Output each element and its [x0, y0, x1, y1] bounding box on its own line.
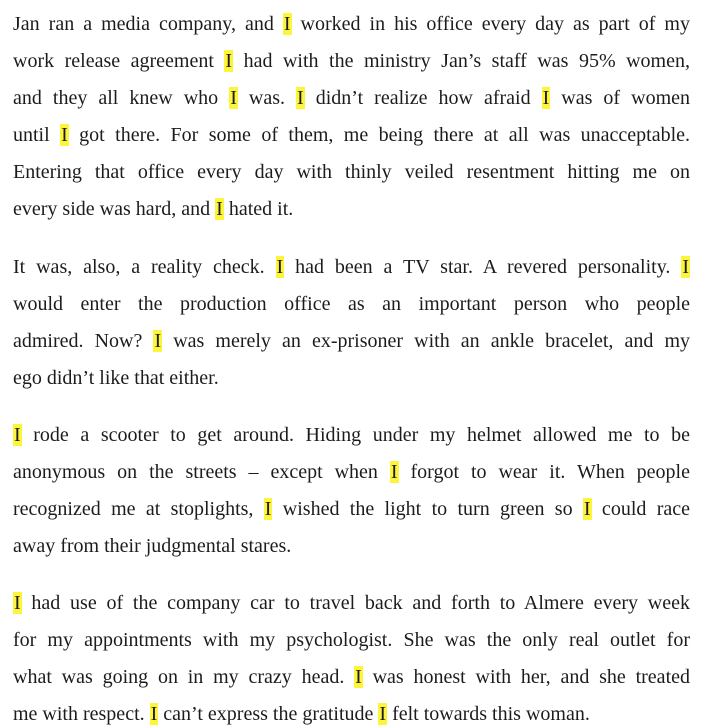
text-segment: work release agreement — [13, 50, 225, 72]
text-segment: rode a scooter to get around. Hiding under my helmet allowed me to be — [21, 424, 690, 446]
text-segment: until — [13, 124, 61, 146]
highlighted-term: I — [379, 703, 387, 725]
text-segment: felt towards this woman. — [387, 703, 590, 725]
text-segment: can’t express the gratitude — [158, 703, 379, 725]
paragraph-4 — [13, 585, 690, 728]
text-line — [13, 286, 690, 323]
text-segment: and they all knew who — [13, 87, 230, 109]
text-segment: recognized me at stoplights, — [13, 498, 264, 520]
text-segment: had been a TV star. A revered personality. — [284, 256, 682, 278]
text-segment: anonymous on the streets – except when — [13, 461, 390, 483]
highlighted-term: I — [583, 498, 591, 520]
text-segment: ego didn’t like that either. — [13, 367, 219, 389]
text-segment: what was going on in my crazy head. — [13, 666, 355, 688]
highlighted-term: I — [150, 703, 158, 725]
highlighted-term: I — [390, 461, 398, 483]
highlighted-term: I — [61, 124, 68, 146]
text-segment: was of women — [550, 87, 690, 109]
text-segment: got there. For some of them, me being there at all was unacceptable. — [68, 124, 691, 146]
highlighted-term: I — [225, 50, 233, 72]
highlighted-term: I — [14, 424, 21, 446]
text-line — [13, 417, 690, 454]
text-line — [13, 360, 690, 397]
highlighted-term: I — [355, 666, 362, 688]
text-segment: every side was hard, and — [13, 198, 216, 220]
text-line — [13, 585, 690, 622]
text-segment: was merely an ex-prisoner with an ankle bracelet, and my — [162, 330, 691, 352]
highlighted-term: I — [154, 330, 162, 352]
highlighted-term: I — [276, 256, 284, 278]
highlighted-term: I — [264, 498, 272, 520]
text-line — [13, 80, 690, 117]
text-segment: didn’t realize how afraid — [304, 87, 542, 109]
text-segment: It was, also, a reality check. — [13, 256, 276, 278]
text-segment: was honest with her, and she treated — [362, 666, 690, 688]
text-line — [13, 323, 690, 360]
text-segment: Jan ran a media company, and — [13, 13, 283, 35]
text-segment: had with the ministry Jan’s staff was 95% women, — [233, 50, 690, 72]
text-segment: could race — [591, 498, 691, 520]
paragraph-2 — [13, 249, 690, 397]
text-segment: had use of the company car to travel back and forth to Almere every week — [21, 592, 690, 614]
text-line — [13, 117, 690, 154]
highlighted-term: I — [297, 87, 304, 109]
text-line — [13, 454, 690, 491]
text-segment: hated it. — [223, 198, 294, 220]
highlighted-term: I — [230, 87, 237, 109]
text-line — [13, 191, 690, 228]
text-segment: worked in his office every day as part of my — [291, 13, 690, 35]
text-segment: away from their judgmental stares. — [13, 535, 292, 557]
text-line — [13, 43, 690, 80]
text-line — [13, 659, 690, 696]
paragraph-3 — [13, 417, 690, 565]
highlighted-term: I — [682, 256, 689, 278]
text-segment: wished the light to turn green so — [272, 498, 583, 520]
text-segment: forgot to wear it. When people — [398, 461, 690, 483]
text-segment: Entering that office every day with thinly veiled resentment hitting me on — [13, 161, 690, 183]
paragraph-1 — [13, 6, 690, 228]
text-line — [13, 622, 690, 659]
text-segment: would enter the production office as an important person who people — [13, 293, 690, 315]
highlighted-term: I — [283, 13, 291, 35]
highlighted-term: I — [14, 592, 21, 614]
text-segment: admired. Now? — [13, 330, 154, 352]
text-line — [13, 249, 690, 286]
text-segment: for my appointments with my psychologist. She was the only real outlet for — [13, 629, 690, 651]
text-segment: was. — [237, 87, 297, 109]
highlighted-term: I — [542, 87, 550, 109]
text-line — [13, 528, 690, 565]
text-segment: me with respect. — [13, 703, 150, 725]
text-line — [13, 491, 690, 528]
text-line — [13, 6, 690, 43]
highlighted-term: I — [216, 198, 223, 220]
text-line — [13, 154, 690, 191]
text-line — [13, 696, 690, 728]
